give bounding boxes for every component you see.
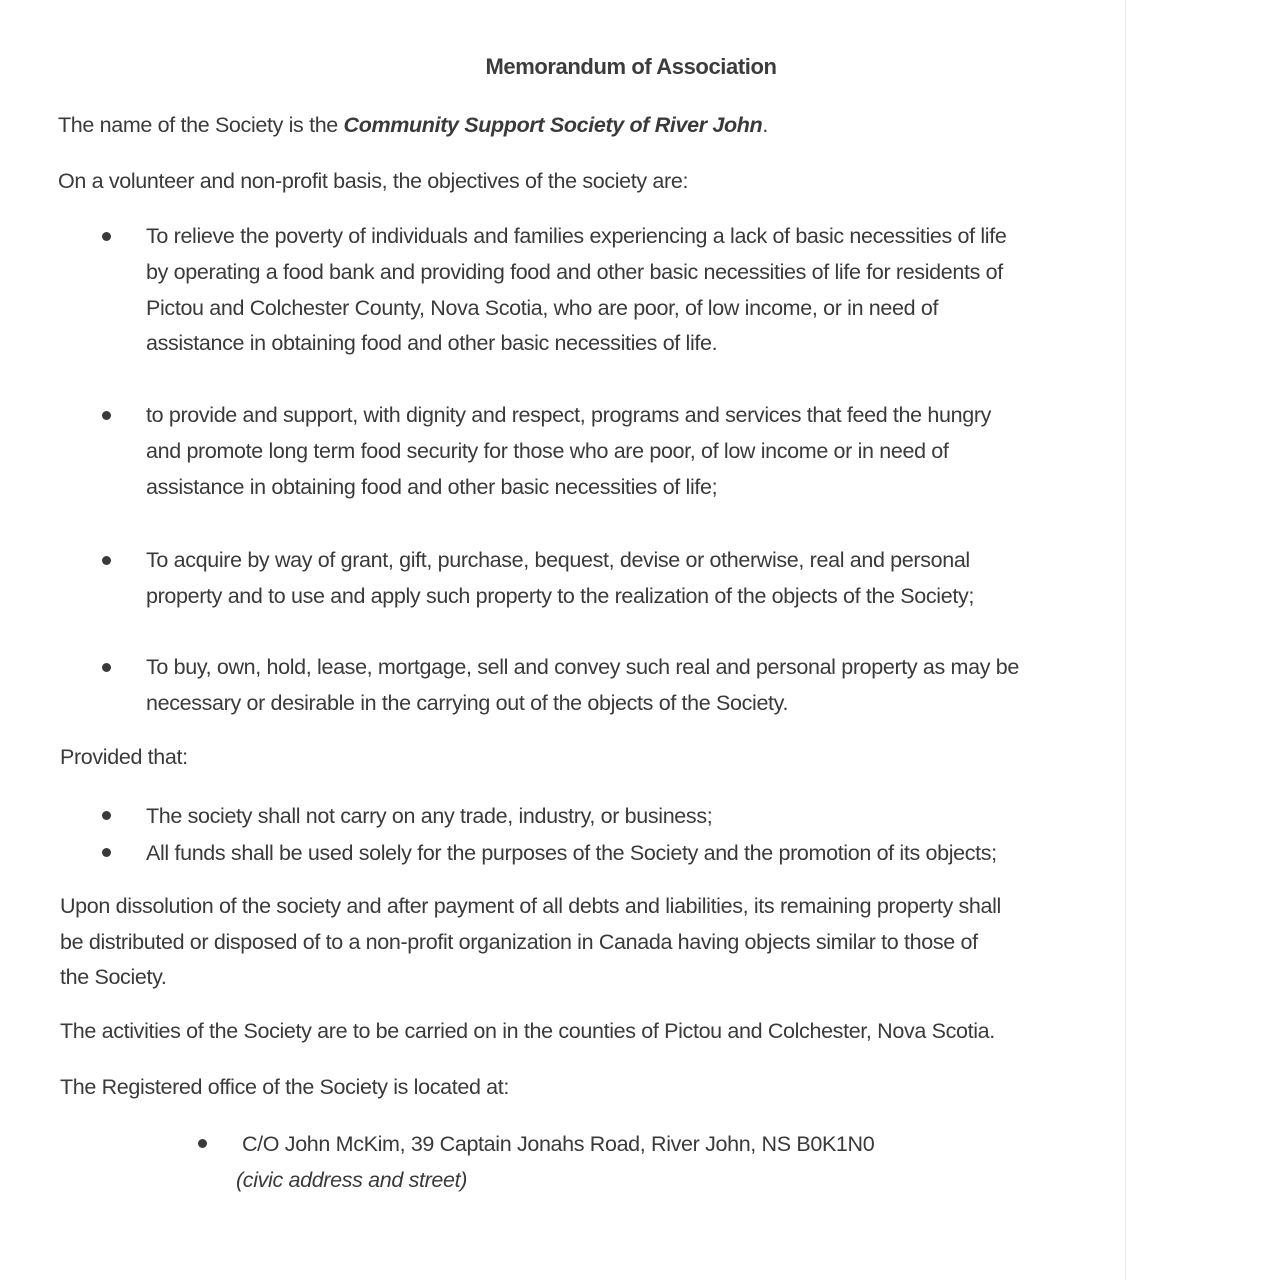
provisos-list [100,798,997,872]
objective-text: To acquire by way of grant, gift, purchase, bequest, devise or otherwise, real and personal property and to use and apply such property to the realization of the objects of the Society; [146,548,974,608]
bullet-icon [102,556,111,565]
name-intro: The name of the Society is the [58,113,344,137]
proviso-item [100,835,997,872]
objective-text: To relieve the poverty of individuals and families experiencing a lack of basic necessities of life by operating a food bank and providing food and other basic necessities of life for residents of Pictou and Colchester County, Nova Scotia, who are poor, of low income, or in need of assistance in obtaining food and other basic necessities of life. [146,224,1007,356]
proviso-text: The society shall not carry on any trade, industry, or business; [146,804,713,828]
bullet-icon [102,663,111,672]
document-title: Memorandum of Association [485,54,777,79]
objective-item [100,650,1019,722]
bullet-icon [102,848,111,857]
dissolution-paragraph: Upon dissolution of the society and after payment of all debts and liabilities, its remaining property shall be distributed or disposed of to a non-profit organization in Canada having objects similar to those of the Society. [60,894,1001,989]
objectives-list-3 [100,543,974,615]
bullet-icon [102,411,111,420]
society-name-paragraph [58,108,768,144]
office-address-note: (civic address and street) [236,1168,468,1192]
objectives-intro: On a volunteer and non-profit basis, the objectives of the society are: [58,169,689,193]
objective-item [100,219,1006,362]
bullet-icon [102,811,111,820]
objective-text: to provide and support, with dignity and respect, programs and services that feed the hungry and promote long term food security for those who are poor, of low income or in need of assistance in obtaining food and other basic necessities of life; [146,403,992,499]
office-address: C/O John McKim, 39 Captain Jonahs Road, River John, NS B0K1N0 [242,1132,875,1156]
proviso-text: All funds shall be used solely for the purposes of the Society and the promotion of its objects; [146,841,997,865]
proviso-item [100,798,997,835]
provided-intro: Provided that: [60,745,188,769]
objective-text: To buy, own, hold, lease, mortgage, sell and convey such real and personal property as may be necessary or desirable in the carrying out of the objects of the Society. [146,655,1019,715]
office-address-list [196,1126,874,1198]
name-end: . [762,113,768,137]
objectives-list-2 [100,398,991,505]
society-name: Community Support Society of River John [343,113,763,137]
objective-item [100,398,991,505]
objectives-list-1 [100,219,1006,362]
objective-item [100,543,974,615]
objectives-list-4 [100,650,1019,722]
office-intro: The Registered office of the Society is located at: [60,1075,510,1099]
bullet-icon [102,232,111,241]
activities-paragraph: The activities of the Society are to be carried on in the counties of Pictou and Colchester, Nova Scotia. [60,1019,995,1043]
office-address-item [196,1126,874,1198]
bullet-icon [198,1139,207,1148]
